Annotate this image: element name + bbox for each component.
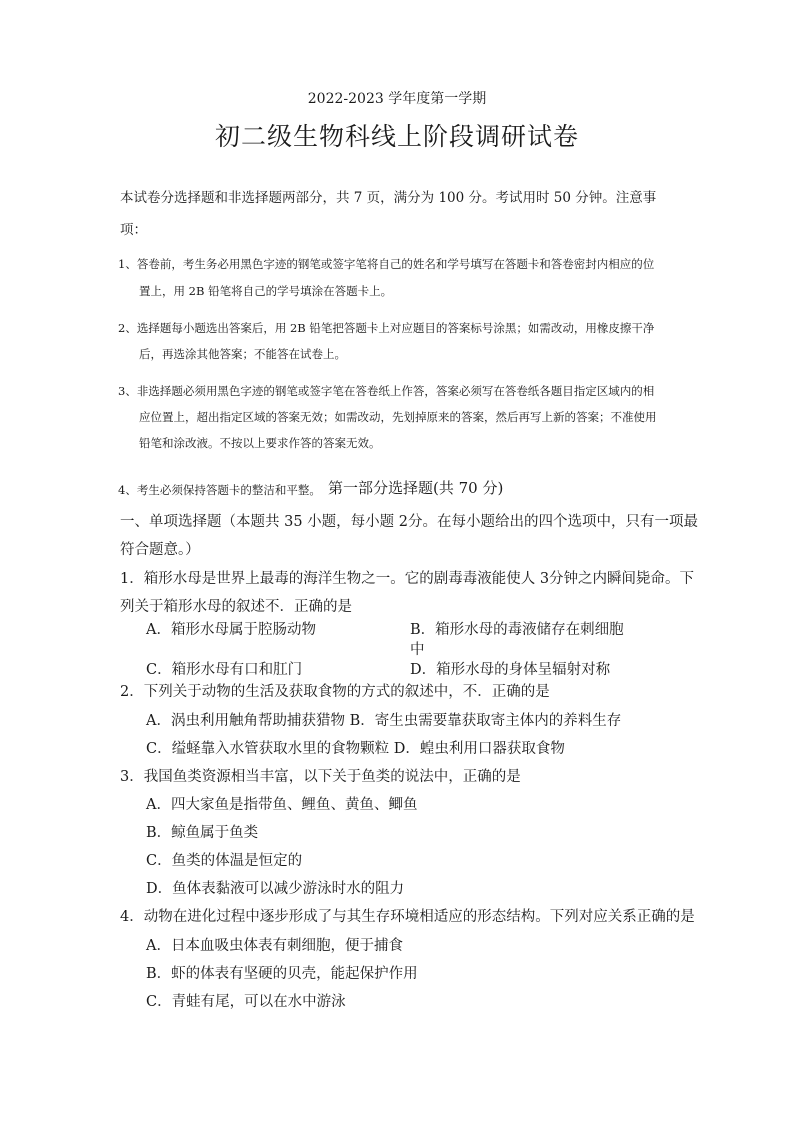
note-1-line-1: 1、答卷前，考生务必用黑色字迹的钢笔或签字笔将自己的姓名和学号填写在答题卡和答卷密封内相应的位: [118, 257, 655, 271]
note-3-line-2: 应位置上，超出指定区域的答案无效；如需改动，先划掉原来的答案，然后再写上新的答案；不准使用: [139, 410, 657, 424]
note-2-line-1: 2、选择题每小题选出答案后，用 2B 铅笔把答题卡上对应题目的答案标号涂黑；如需改动，用橡皮擦干净: [118, 321, 655, 335]
question-1-option-a: A．箱形水母属于腔肠动物: [146, 622, 316, 638]
question-1-stem-line-1: 1．箱形水母是世界上最毒的海洋生物之一。它的剧毒毒液能使人 3分钟之内瞬间毙命。下: [120, 571, 695, 587]
note-2-line-2: 后，再选涂其他答案；不能答在试卷上。: [139, 347, 346, 361]
intro-line-1: 本试卷分选择题和非选择题两部分，共 7 页，满分为 100 分。考试用时 50 分钟。注意事: [120, 190, 657, 206]
question-3-option-d: D．鱼体表黏液可以减少游泳时水的阻力: [146, 881, 405, 897]
question-2-options-a-b: A．涡虫利用触角帮助捕获猎物 B．寄生虫需要靠获取寄主体内的养料生存: [146, 713, 622, 729]
question-2-stem: 2．下列关于动物的生活及获取食物的方式的叙述中，不．正确的是: [120, 684, 550, 700]
note-3-line-1: 3、非选择题必须用黑色字迹的钢笔或签字笔在答卷纸上作答，答案必须写在答卷纸各题目指定区域内的相: [118, 384, 655, 398]
question-3-stem: 3．我国鱼类资源相当丰富，以下关于鱼类的说法中，正确的是: [120, 769, 521, 785]
question-3-option-b: B．鲸鱼属于鱼类: [146, 825, 259, 841]
question-3-option-c: C．鱼类的体温是恒定的: [146, 853, 303, 869]
question-2-options-c-d: C．缢蛏靠入水管获取水里的食物颗粒 D．蝗虫利用口器获取食物: [146, 741, 565, 757]
question-1-option-b: B．箱形水母的毒液储存在刺细胞: [410, 622, 624, 638]
part-1-title: 第一部分选择题(共 70 分): [328, 479, 504, 497]
intro-line-2: 项：: [120, 222, 147, 238]
question-1-option-b-wrap: 中: [410, 642, 425, 658]
question-4-stem: 4．动物在进化过程中逐步形成了与其生存环境相适应的形态结构。下列对应关系正确的是: [120, 909, 695, 925]
question-1-stem-line-2: 列关于箱形水母的叙述不．正确的是: [120, 599, 352, 615]
question-4-option-a: A．日本血吸虫体表有刺细胞，便于捕食: [146, 938, 403, 954]
semester-header: 2022-2023 学年度第一学期: [307, 91, 487, 107]
note-4: 4、考生必须保持答题卡的整洁和平整。: [118, 483, 321, 497]
note-3-line-3: 铅笔和涂改液。不按以上要求作答的答案无效。: [139, 436, 381, 450]
section-1-instruction-line-2: 符合题意。）: [120, 542, 200, 558]
question-3-option-a: A．四大家鱼是指带鱼、鲤鱼、黄鱼、鲫鱼: [146, 797, 418, 813]
question-4-option-b: B．虾的体表有坚硬的贝壳，能起保护作用: [146, 966, 418, 982]
section-1-instruction-line-1: 一、单项选择题（本题共 35 小题，每小题 2分。在每小题给出的四个选项中，只有一项最: [120, 514, 698, 530]
question-1-option-d: D．箱形水母的身体呈辐射对称: [410, 662, 611, 678]
exam-title: 初二级生物科线上阶段调研试卷: [214, 122, 579, 151]
note-1-line-2: 置上，用 2B 铅笔将自己的学号填涂在答题卡上。: [139, 284, 393, 298]
question-4-option-c: C．青蛙有尾，可以在水中游泳: [146, 994, 346, 1010]
question-1-option-c: C．箱形水母有口和肛门: [146, 662, 303, 678]
